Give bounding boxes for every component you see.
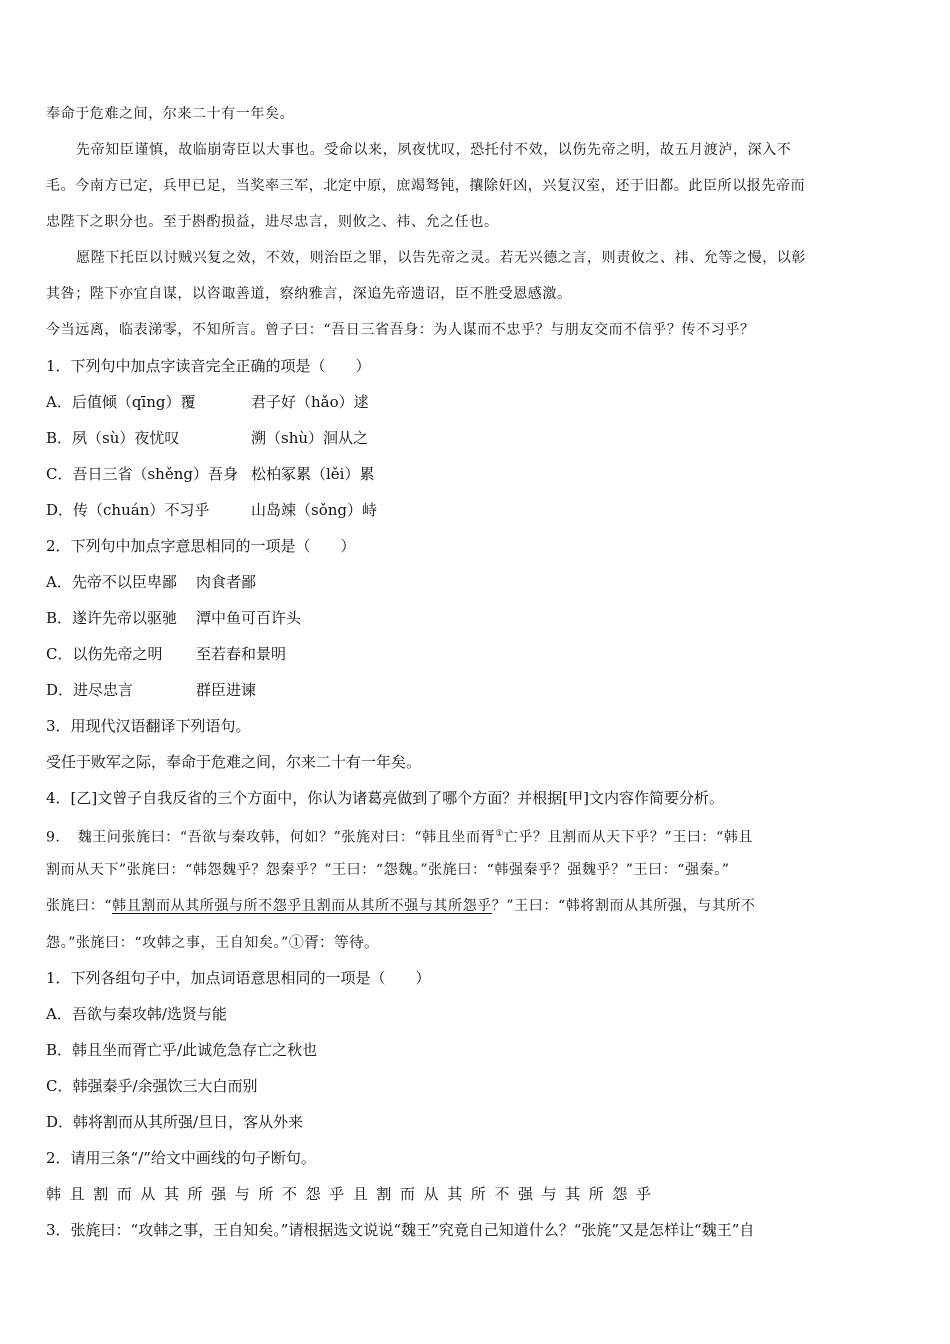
q1-option-a-left: A．后值倾（qīng）覆 [46,393,196,411]
q1-stem: 1．下列句中加点字读音完全正确的项是（ ） [46,357,371,375]
q2-option-c-right: 至若春和景明 [196,645,287,663]
document-page [46,96,906,1248]
q1-option-d [46,492,906,528]
passage1-line2: 先帝知臣谨慎，故临崩寄臣以大事也。受命以来，夙夜忧叹，恐托付不效，以伤先帝之明，故五月渡泸，深入不 [76,142,792,158]
q1-option-b-left: B．夙（sù）夜忧叹 [46,429,180,447]
q5-stem: 1．下列各组句子中，加点词语意思相同的一项是（ ） [46,969,431,987]
passage1-line6: 其咎；陛下亦宜自谋，以咨诹善道，察纳雅言，深追先帝遗诏，臣不胜受恩感激。 [46,286,572,302]
q1-option-b [46,420,906,456]
q2-option-b-right: 潭中鱼可百许头 [196,609,302,627]
footnote: ①胥：等待。 [288,933,379,951]
q1-option-c-right: 松柏冢累（lěi）累 [251,465,375,483]
q5-option-c: C．韩强秦乎/余强饮三大白而别 [46,1077,258,1095]
q2-option-a-right: 肉食者鄙 [196,573,257,591]
passage1-line1: 奉命于危难之间，尔来二十有一年矣。 [46,106,295,122]
q1-option-c-left: C．吾日三省（shěng）吾身 [46,465,238,483]
q1-option-a [46,384,906,420]
q3-sentence: 受任于败军之际，奉命于危难之间，尔来二十有一年矣。 [46,753,422,771]
q2-option-d-left: D．进尽忠言 [46,681,134,699]
q6-sentence: 韩且割而从其所强与所不怨乎且割而从其所不强与其所怨乎 [46,1185,660,1203]
passage2-line3-pre: 张旄曰：“ [46,898,113,914]
q5-option-b: B．韩且坐而胥亡乎/此诚危急存亡之秋也 [46,1041,318,1059]
q2-option-a [46,564,906,600]
passage2-line1-post: 亡乎？且割而从天下乎？”王曰：“韩且 [503,829,753,846]
q1-option-d-right: 山岛竦（sǒng）峙 [251,501,377,519]
passage2-line1 [46,816,906,852]
passage1-line4: 忠陛下之职分也。至于斟酌损益，进尽忠言，则攸之、祎、允之任也。 [46,214,499,230]
q4-stem: 4．[乙]文曾子自我反省的三个方面中，你认为诸葛亮做到了哪个方面？并根据[甲]文内容作简要分析。 [46,789,724,807]
q2-option-d [46,672,906,708]
underlined-sentence: 韩且割而从其所强与所不怨乎且割而从其所不强与其所怨乎 [112,898,492,914]
passage2-line3-post: ？”王曰：“韩将割而从其所强，与其所不 [491,898,756,914]
q2-option-c [46,636,906,672]
passage2-line3 [46,888,906,924]
q2-option-a-left: A．先帝不以臣卑鄙 [46,573,177,591]
q5-option-a: A．吾欲与秦攻韩/选贤与能 [46,1005,227,1023]
q1-option-d-left: D．传（chuán）不习乎 [46,501,210,519]
q1-option-c [46,456,906,492]
q2-option-b [46,600,906,636]
q1-option-b-right: 溯（shù）洄从之 [251,429,369,447]
passage2-line4 [46,924,906,960]
q3-stem: 3．用现代汉语翻译下列语句。 [46,717,251,735]
passage2-line4-main: 怨。”张旄曰：“攻韩之事，王自知矣。” [46,935,289,951]
q2-option-b-left: B．遂许先帝以驱驰 [46,609,178,627]
q2-stem: 2．下列句中加点字意思相同的一项是（ ） [46,537,356,555]
passage1-line7: 今当远离，临表涕零，不知所言。曾子曰：“吾日三省吾身：为人谋而不忠乎？与朋友交而不信乎？传不习乎？ [46,322,755,338]
passage1-line3: 毛。今南方已定，兵甲已足，当奖率三军，北定中原，庶竭驽钝，攘除奸凶，兴复汉室，还于旧都。此臣所以报先帝而 [46,178,806,194]
q2-option-c-left: C．以伤先帝之明 [46,645,163,663]
q5-option-d: D．韩将割而从其所强/旦日，客从外来 [46,1113,304,1131]
q7-stem: 3．张旄曰：“攻韩之事，王自知矣。”请根据选文说说“魏王”究竟自己知道什么？“张旄”又是怎样让“魏王”自 [46,1221,755,1239]
passage1-line5: 愿陛下托臣以讨贼兴复之效，不效，则治臣之罪，以告先帝之灵。若无兴德之言，则责攸之、祎、允等之慢，以彰 [76,250,806,266]
q1-option-a-right: 君子好（hǎo）逑 [251,393,369,411]
q2-option-d-right: 群臣进谏 [196,681,257,699]
passage2-line1-pre: 9． 魏王问张旄曰：“吾欲与秦攻韩，何如？”张旄对曰：“韩且坐而胥 [46,829,496,846]
passage2-line2: 割而从天下”张旄曰：“韩怨魏乎？怨秦乎？”王曰：“怨魏。”张旄曰：“韩强秦乎？强魏乎？”王曰：“强秦。” [46,862,730,878]
q6-stem: 2．请用三条“/”给文中画线的句子断句。 [46,1149,316,1167]
footnote-marker: ① [495,829,504,839]
